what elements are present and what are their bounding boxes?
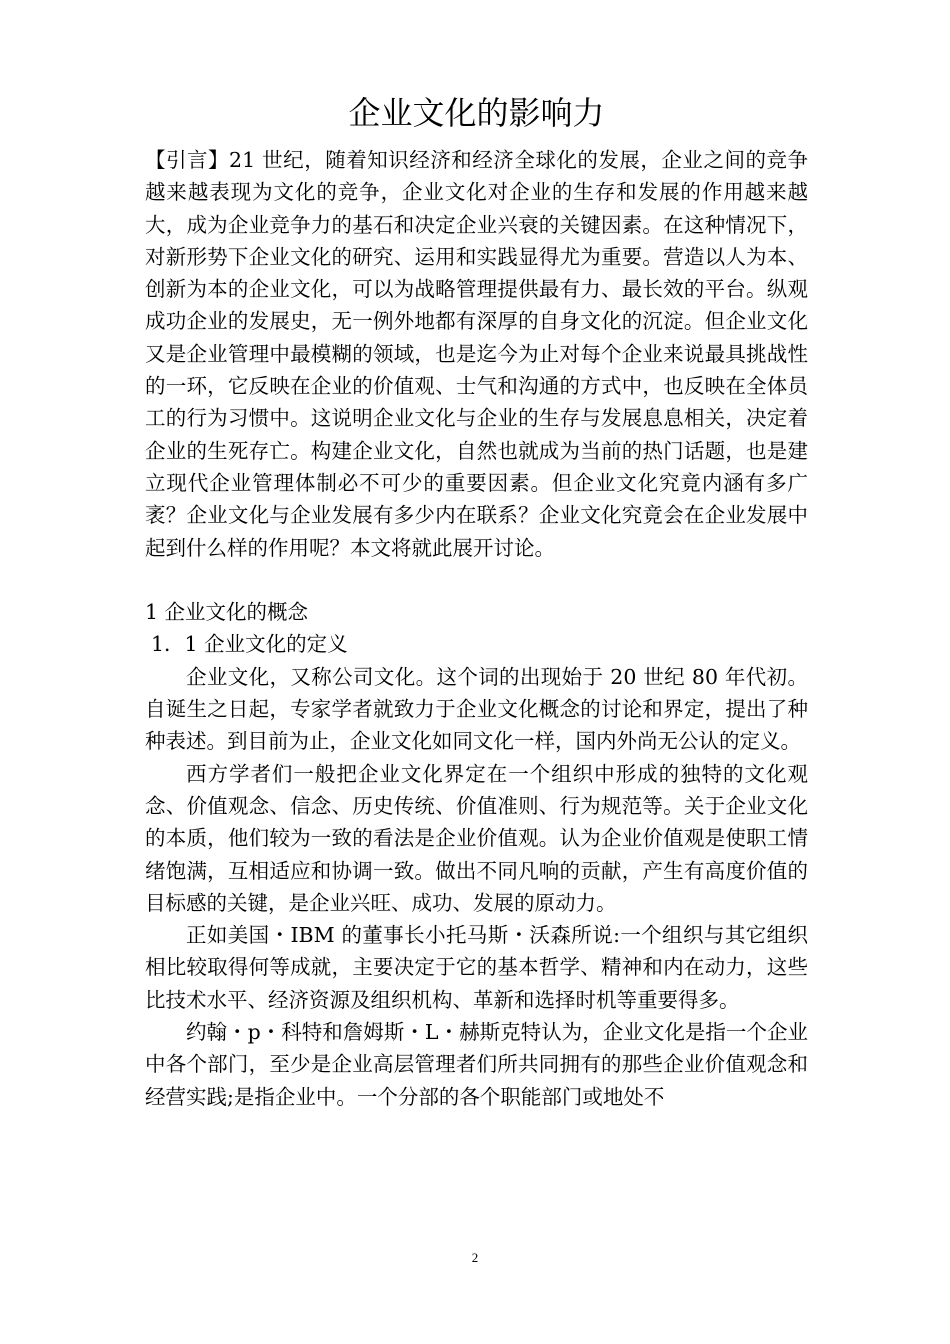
section-heading: 1 企业文化的概念 xyxy=(145,600,309,625)
body-paragraph-1: 企业文化，又称公司文化。这个词的出现始于 20 世纪 80 年代初。自诞生之日起，专家学者就致力于企业文化概念的讨论和界定，提出了种种表述。到目前为止，企业文化如同文化一样，国内外尚无公认的定义。 xyxy=(145,664,808,754)
document-page xyxy=(145,88,808,1113)
page-number: 2 xyxy=(471,1250,479,1265)
body-paragraph-2: 西方学者们一般把企业文化界定在一个组织中形成的独特的文化观念、价值观念、信念、历史传统、价值准则、行为规范等。关于企业文化的本质，他们较为一致的看法是企业价值观。认为企业价值观是使职工情绪饱满，互相适应和协调一致。做出不同凡响的贡献，产生有高度价值的目标感的关键，是企业兴旺、成功、发展的原动力。 xyxy=(145,761,808,915)
document-title: 企业文化的影响力 xyxy=(348,94,605,132)
intro-paragraph: 【引言】21 世纪，随着知识经济和经济全球化的发展，企业之间的竞争越来越表现为文化的竞争，企业文化对企业的生存和发展的作用越来越大，成为企业竞争力的基石和决定企业兴衰的关键因素。在这种情况下，对新形势下企业文化的研究、运用和实践显得尤为重要。营造以人为本、创新为本的企业文化，可以为战略管理提供最有力、最长效的平台。纵观成功企业的发展史，无一例外地都有深厚的自身文化的沉淀。但企业文化又是企业管理中最模糊的领域，也是迄今为止对每个企业来说最具挑战性的一环，它反映在企业的价值观、士气和沟通的方式中，也反映在全体员工的行为习惯中。这说明企业文化与企业的生存与发展息息相关，决定着企业的生死存亡。构建企业文化，自然也就成为当前的热门话题，也是建立现代企业管理体制必不可少的重要因素。但企业文化究竟内涵有多广袤？企业文化与企业发展有多少内在联系？企业文化究竟会在企业发展中起到什么样的作用呢？本文将就此展开讨论。 xyxy=(145,148,808,560)
subsection-heading: 1．1 企业文化的定义 xyxy=(151,632,348,657)
body-paragraph-3: 正如美国・IBM 的董事长小托马斯・沃森所说:一个组织与其它组织相比较取得何等成就，主要决定于它的基本哲学、精神和内在动力，这些比技术水平、经济资源及组织机构、革新和选择时机等重要得多。 xyxy=(145,923,808,1012)
body-paragraph-4: 约翰・p・科特和詹姆斯・L・赫斯克特认为，企业文化是指一个企业中各个部门，至少是企业高层管理者们所共同拥有的那些企业价值观念和经营实践;是指企业中。一个分部的各个职能部门或地处不 xyxy=(145,1020,808,1109)
